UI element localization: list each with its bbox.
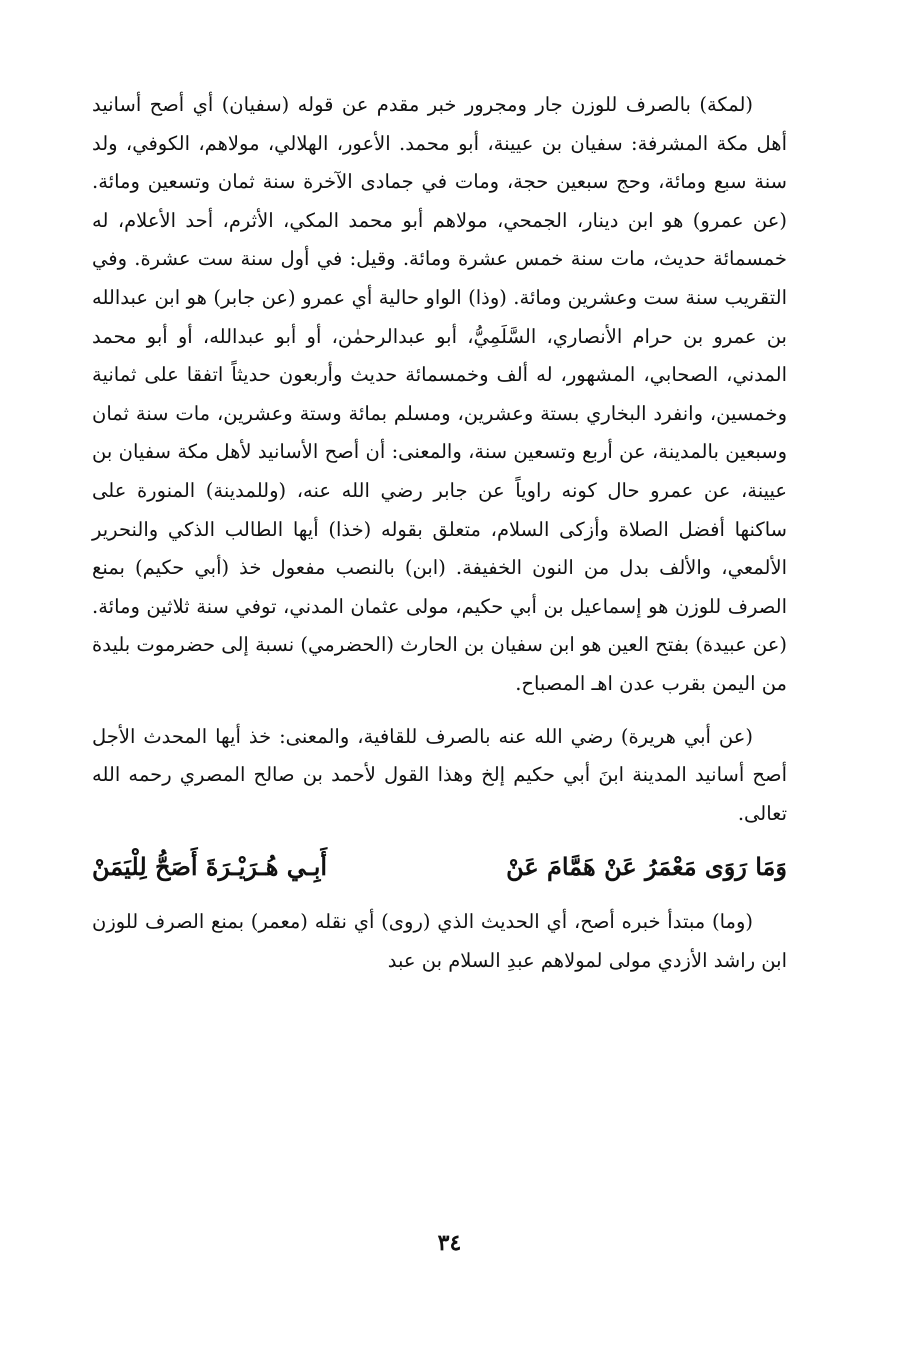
verse-line	[92, 847, 787, 887]
verse-second-hemistich: أَبِـي هُـرَيْـرَةَ أَصَحُّ لِلْيَمَنْ	[92, 852, 328, 882]
commentary-paragraph-2: (عن أبي هريرة) رضي الله عنه بالصرف للقافية، والمعنى: خذ أيها المحدث الأجل أصح أسانيد المدينة ابنَ أبي حكيم إلخ وهذا القول لأحمد بن صالح المصري رحمه الله تعالى.	[92, 724, 787, 825]
verse-first-hemistich: وَمَا رَوَى مَعْمَرُ عَنْ هَمَّامَ عَنْ	[506, 852, 787, 882]
commentary-paragraph-1: (لمكة) بالصرف للوزن جار ومجرور خبر مقدم عن قوله (سفيان) أي أصح أسانيد أهل مكة المشرفة: سفيان بن عيينة، أبو محمد. الأعور، الهلالي، مولاهم، الكوفي، ولد سنة سبع ومائة، وحج سبعين حجة، ومات في جمادى الآخرة سنة ثمان وتسعين ومائة. (عن عمرو) هو ابن دينار، الجمحي، مولاهم أبو محمد المكي، الأثرم، أحد الأعلام، له خمسمائة حديث، مات سنة خمس عشرة ومائة. وقيل: في أول سنة ست عشرة. وفي التقريب سنة ست وعشرين ومائة. (وذا) الواو حالية أي عمرو (عن جابر) هو ابن عبدالله بن عمرو بن حرام الأنصاري، السَّلَمِيُّ، أبو عبدالرحمٰن، أو أبو عبدالله، أو أبو محمد المدني، الصحابي، المشهور، له ألف وخمسمائة حديث وأربعون حديثاً اتفقا على ثمانية وخمسين، وانفرد البخاري بستة وعشرين، ومسلم بمائة وستة وعشرين، مات سنة ثمان وسبعين بالمدينة، عن أربع وتسعين سنة، والمعنى: أن أصح الأسانيد لأهل مكة سفيان بن عيينة، عن عمرو حال كونه راوياً عن جابر رضي الله عنه، (وللمدينة) المنورة على ساكنها أفضل الصلاة وأزكى السلام، متعلق بقوله (خذا) أيها الطالب الذكي والنحرير الألمعي، والألف بدل من النون الخفيفة. (ابن) بالنصب مفعول خذ (أبي حكيم) بمنع الصرف للوزن هو إسماعيل بن أبي حكيم، مولى عثمان المدني، توفي سنة ثلاثين ومائة. (عن عبيدة) بفتح العين هو ابن سفيان بن الحارث (الحضرمي) نسبة إلى حضرموت بليدة من اليمن بقرب عدن اهـ المصباح.	[92, 93, 787, 695]
page-number: ٣٤	[437, 1230, 462, 1256]
page-body	[92, 86, 787, 1355]
commentary-paragraph-3: (وما) مبتدأ خبره أصح، أي الحديث الذي (روى) أي نقله (معمر) بمنع الصرف للوزن ابن راشد الأزدي مولى لمولاهم عبدِ السلام بن عبد	[92, 910, 787, 972]
